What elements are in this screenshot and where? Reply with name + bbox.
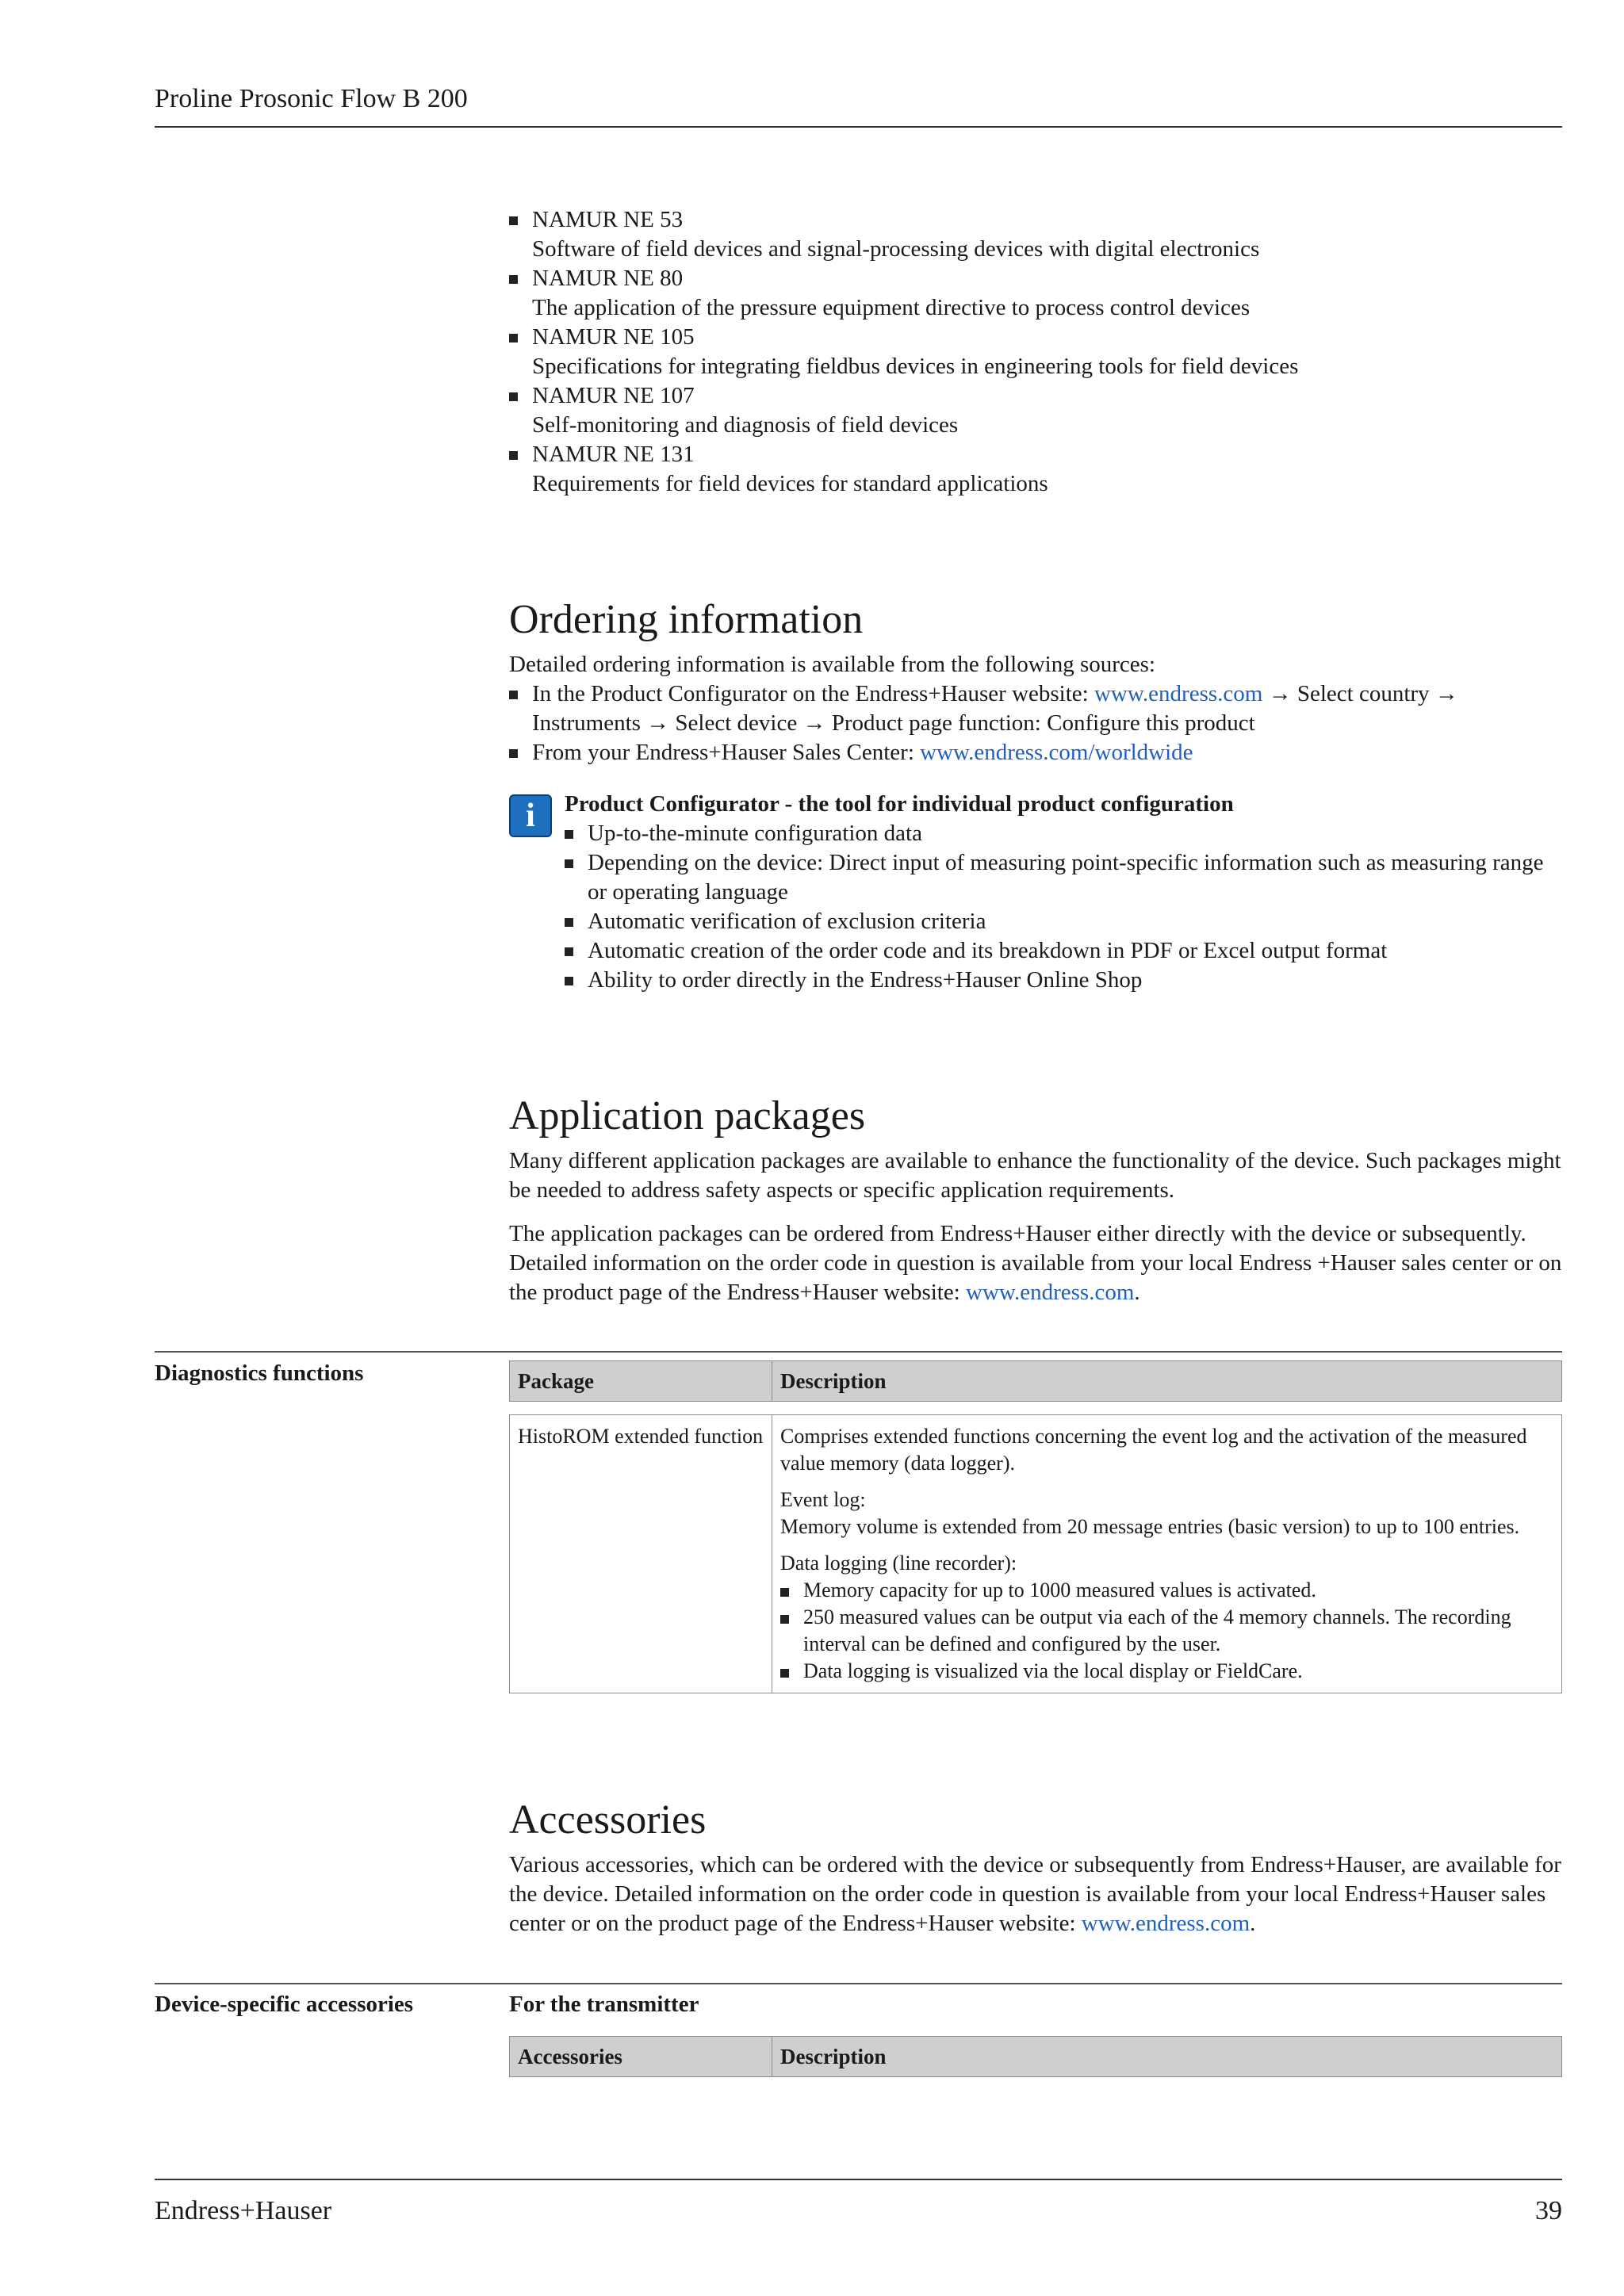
list-item: NAMUR NE 107 Self-monitoring and diagnosis of field devices <box>509 381 1562 440</box>
table-header-accessories: Accessories <box>510 2037 772 2077</box>
accessories-paragraph: Various accessories, which can be ordered with the device or subsequently from Endress+Hauser, are available for the device. Detailed information on the order code in question is available from your local Endress+Hauser sales center or on the product page of the Endress+Hauser website: www.endress.com. <box>509 1852 1561 1936</box>
ordering-intro: Detailed ordering information is available from the following sources: <box>509 652 1155 677</box>
section-rule <box>155 1351 1562 1353</box>
list-item: NAMUR NE 105 Specifications for integrating fieldbus devices in engineering tools for field devices <box>509 323 1562 381</box>
list-item: In the Product Configurator on the Endress+Hauser website: www.endress.com → Select country → Instruments → Select device → Product page function: Configure this product <box>509 679 1562 738</box>
list-item: Depending on the device: Direct input of measuring point-specific information such as measuring range or operating language <box>565 848 1556 907</box>
list-item: Automatic verification of exclusion criteria <box>565 907 1556 936</box>
application-packages-p1: Many different application packages are available to enhance the functionality of the device. Such packages might be needed to address safety aspects or specific application requirements. <box>509 1148 1561 1203</box>
footer-brand: Endress+Hauser <box>155 2196 332 2225</box>
list-item: NAMUR NE 131 Requirements for field devices for standard applications <box>509 440 1562 499</box>
list-item: Up-to-the-minute configuration data <box>565 819 1556 848</box>
list-item: Ability to order directly in the Endress+Hauser Online Shop <box>565 966 1556 995</box>
accessories-section <box>509 1797 1562 1938</box>
diagnostics-label: Diagnostics functions <box>155 1360 364 1386</box>
list-item: Data logging is visualized via the local display or FieldCare. <box>780 1658 1553 1685</box>
info-title: Product Configurator - the tool for individual product configuration <box>565 791 1234 817</box>
list-item: Automatic creation of the order code and its breakdown in PDF or Excel output format <box>565 936 1556 966</box>
transmitter-subheading: For the transmitter <box>509 1992 699 2017</box>
info-list <box>565 819 1556 995</box>
accessories-table-wrap <box>509 2036 1562 2077</box>
endress-link[interactable]: www.endress.com <box>966 1280 1135 1305</box>
data-logging-list <box>780 1577 1553 1685</box>
ordering-heading: Ordering information <box>509 597 864 642</box>
accessories-heading: Accessories <box>509 1797 707 1843</box>
application-packages-p2: The application packages can be ordered from Endress+Hauser either directly with the device or subsequently. Detailed information on the order code in question is available from your local Endress +Hauser sales center or on the product page of the Endress+Hauser website: www.endress.com. <box>509 1221 1562 1305</box>
list-item: NAMUR NE 53 Software of field devices and signal-processing devices with digital electronics <box>509 205 1562 264</box>
application-packages-heading: Application packages <box>509 1093 866 1138</box>
device-accessories-label: Device-specific accessories <box>155 1992 414 2017</box>
table-header-description: Description <box>772 2037 1562 2077</box>
ordering-section <box>509 596 1562 767</box>
application-packages-section <box>509 1093 1562 1307</box>
namur-list <box>509 205 1562 499</box>
worldwide-link[interactable]: www.endress.com/worldwide <box>920 740 1193 765</box>
description-cell: Comprises extended functions concerning the event log and the activation of the measured value memory (data logger). Event log: Memory volume is extended from 20 message entries (basic version) to up to 100 entries. Data logging (line recorder): Memory capacity for up to 1000 measured values is activated. 250 measured values can be output via each of the 4 memory channels. The recording interval can be defined and configured by the user. Data logging is visualized via the local display or FieldCare. <box>772 1415 1562 1693</box>
running-header: Proline Prosonic Flow B 200 <box>155 84 468 113</box>
table-header-description: Description <box>772 1361 1562 1402</box>
diagnostics-table-wrap <box>509 1360 1562 1693</box>
section-rule <box>155 1983 1562 1984</box>
table-row <box>510 1415 1562 1693</box>
endress-link[interactable]: www.endress.com <box>1094 681 1263 706</box>
endress-link[interactable]: www.endress.com <box>1081 1911 1251 1936</box>
namur-list-section <box>509 205 1562 499</box>
table-header-package: Package <box>510 1361 772 1402</box>
footer-rule <box>155 2179 1562 2180</box>
page-number: 39 <box>1535 2196 1562 2225</box>
diagnostics-header-table <box>509 1360 1562 1402</box>
accessories-header-table <box>509 2036 1562 2077</box>
list-item: 250 measured values can be output via each of the 4 memory channels. The recording interval can be defined and configured by the user. <box>780 1604 1553 1658</box>
info-icon: i <box>509 794 552 837</box>
diagnostics-table <box>509 1414 1562 1693</box>
list-item: Memory capacity for up to 1000 measured values is activated. <box>780 1577 1553 1604</box>
ordering-sources <box>509 679 1562 767</box>
package-cell: HistoROM extended function <box>510 1415 772 1693</box>
list-item: From your Endress+Hauser Sales Center: www.endress.com/worldwide <box>509 738 1562 767</box>
list-item: NAMUR NE 80 The application of the pressure equipment directive to process control devices <box>509 264 1562 323</box>
header-rule <box>155 126 1562 128</box>
